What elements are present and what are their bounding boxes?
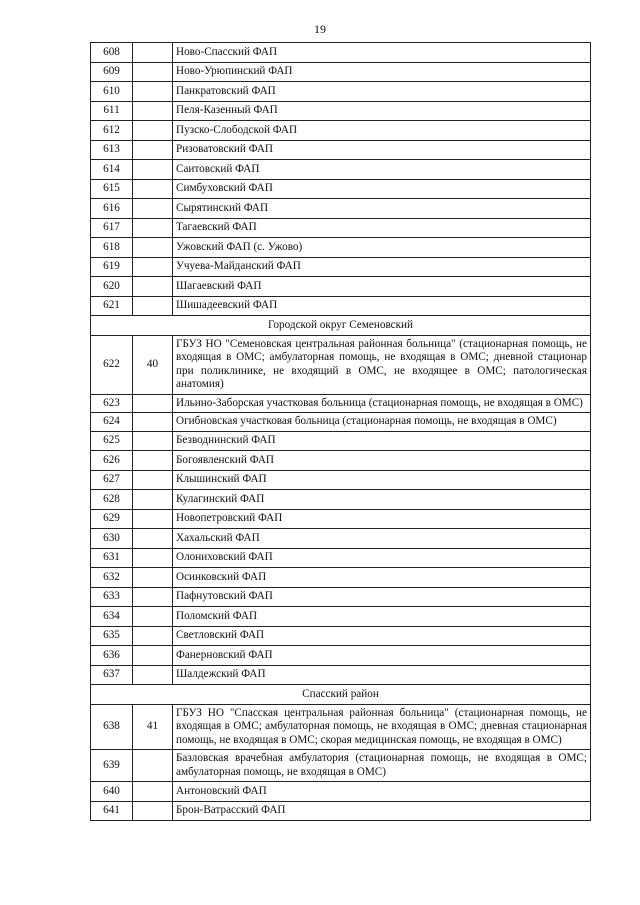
table-row [91,218,591,238]
row-number-cell: 641 [91,801,133,821]
facility-name-cell: Ново-Спасский ФАП [173,43,591,63]
institution-code-cell [133,626,173,646]
table-row [91,509,591,529]
facility-name-cell: Олониховский ФАП [173,548,591,568]
row-number-cell: 627 [91,470,133,490]
table-row [91,160,591,180]
row-number-cell: 610 [91,82,133,102]
institution-code-cell [133,82,173,102]
facility-name-cell: Поломский ФАП [173,607,591,627]
facility-name-cell: Сырятинский ФАП [173,199,591,219]
facility-name-cell: Кулагинский ФАП [173,490,591,510]
row-number-cell: 608 [91,43,133,63]
facility-name-cell: Пузско-Слободской ФАП [173,121,591,141]
facility-name-cell: Тагаевский ФАП [173,218,591,238]
facility-name-cell: Безводнинский ФАП [173,431,591,451]
institution-code-cell [133,529,173,549]
facility-name-cell: Саитовский ФАП [173,160,591,180]
table-row [91,782,591,802]
row-number-cell: 612 [91,121,133,141]
table-row [91,529,591,549]
facility-name-cell: Огибновская участковая больница (стационарная помощь, не входящая в ОМС) [173,413,591,432]
institution-code-cell [133,257,173,277]
facility-name-cell: Брон-Ватрасский ФАП [173,801,591,821]
facility-name-cell: Фанерновский ФАП [173,646,591,666]
table-row [91,587,591,607]
institution-code-cell [133,509,173,529]
facility-name-cell: ГБУЗ НО "Спасская центральная районная больница" (стационарная помощь, не входящая в ОМС; амбулаторная помощь, не входящая в ОМС; дневная стационарная помощь, не входящая в ОМС; скорая медицинская помощь, не входящая в ОМС) [173,704,591,750]
institution-code-cell [133,43,173,63]
table-row [91,257,591,277]
table-row [91,626,591,646]
facility-name-cell: Симбуховский ФАП [173,179,591,199]
table-row [91,179,591,199]
facility-name-cell: Ново-Урюпинский ФАП [173,62,591,82]
table-row [91,394,591,413]
section-title: Спасский район [91,685,591,705]
institution-code-cell [133,218,173,238]
facility-name-cell: Светловский ФАП [173,626,591,646]
row-number-cell: 631 [91,548,133,568]
table-row [91,646,591,666]
facility-name-cell: Панкратовский ФАП [173,82,591,102]
table-row [91,121,591,141]
facility-name-cell: Антоновский ФАП [173,782,591,802]
row-number-cell: 633 [91,587,133,607]
row-number-cell: 609 [91,62,133,82]
row-number-cell: 622 [91,335,133,394]
facility-name-cell: Пеля-Казенный ФАП [173,101,591,121]
row-number-cell: 619 [91,257,133,277]
table-row [91,490,591,510]
facility-name-cell: Клышинский ФАП [173,470,591,490]
institution-code-cell [133,101,173,121]
table-row [91,277,591,297]
row-number-cell: 638 [91,704,133,750]
institution-code-cell [133,160,173,180]
institution-code-cell [133,548,173,568]
table-row [91,82,591,102]
table-row [91,335,591,394]
table-row [91,470,591,490]
institution-code-cell [133,782,173,802]
table-row [91,101,591,121]
table-row [91,413,591,432]
facility-name-cell: Осинковский ФАП [173,568,591,588]
row-number-cell: 635 [91,626,133,646]
row-number-cell: 620 [91,277,133,297]
table-row [91,43,591,63]
facility-name-cell: Ильино-Заборская участковая больница (стационарная помощь, не входящая в ОМС) [173,394,591,413]
section-header-row [91,685,591,705]
institution-code-cell [133,62,173,82]
facility-name-cell: Пафнутовский ФАП [173,587,591,607]
institution-code-cell [133,568,173,588]
institution-code-cell: 41 [133,704,173,750]
facility-name-cell: Новопетровский ФАП [173,509,591,529]
row-number-cell: 628 [91,490,133,510]
table-row [91,750,591,782]
institution-code-cell [133,470,173,490]
row-number-cell: 624 [91,413,133,432]
facilities-table [90,42,591,821]
row-number-cell: 617 [91,218,133,238]
table-row [91,296,591,316]
row-number-cell: 613 [91,140,133,160]
table-row [91,140,591,160]
facility-name-cell: Ризоватовский ФАП [173,140,591,160]
row-number-cell: 611 [91,101,133,121]
facility-name-cell: Хахальский ФАП [173,529,591,549]
row-number-cell: 630 [91,529,133,549]
row-number-cell: 632 [91,568,133,588]
institution-code-cell [133,238,173,258]
table-row [91,431,591,451]
institution-code-cell [133,431,173,451]
institution-code-cell [133,665,173,685]
row-number-cell: 625 [91,431,133,451]
section-header-row [91,316,591,336]
row-number-cell: 626 [91,451,133,471]
row-number-cell: 614 [91,160,133,180]
facility-name-cell: Базловская врачебная амбулатория (стационарная помощь, не входящая в ОМС; амбулаторная помощь, не входящая в ОМС) [173,750,591,782]
row-number-cell: 640 [91,782,133,802]
row-number-cell: 639 [91,750,133,782]
facility-name-cell: ГБУЗ НО "Семеновская центральная районная больница" (стационарная помощь, не входящая в ОМС; амбулаторная помощь, не входящая в ОМС; дневной стационар при поликлинике, не входящий в ОМС, не входящее в ОМС; патологическая анатомия) [173,335,591,394]
facility-name-cell: Шагаевский ФАП [173,277,591,297]
row-number-cell: 616 [91,199,133,219]
table-row [91,801,591,821]
institution-code-cell [133,801,173,821]
institution-code-cell [133,121,173,141]
row-number-cell: 621 [91,296,133,316]
facility-name-cell: Ужовский ФАП (с. Ужово) [173,238,591,258]
row-number-cell: 618 [91,238,133,258]
row-number-cell: 615 [91,179,133,199]
institution-code-cell [133,199,173,219]
institution-code-cell [133,750,173,782]
institution-code-cell [133,451,173,471]
institution-code-cell [133,607,173,627]
table-row [91,62,591,82]
institution-code-cell [133,296,173,316]
page-number: 19 [314,22,326,36]
institution-code-cell [133,490,173,510]
institution-code-cell [133,587,173,607]
table-row [91,199,591,219]
institution-code-cell [133,646,173,666]
facility-name-cell: Богоявленский ФАП [173,451,591,471]
facilities-table-body [91,43,591,821]
row-number-cell: 636 [91,646,133,666]
institution-code-cell [133,394,173,413]
table-row [91,607,591,627]
table-row [91,568,591,588]
institution-code-cell [133,277,173,297]
institution-code-cell: 40 [133,335,173,394]
row-number-cell: 629 [91,509,133,529]
section-title: Городской округ Семеновский [91,316,591,336]
institution-code-cell [133,179,173,199]
institution-code-cell [133,140,173,160]
row-number-cell: 623 [91,394,133,413]
table-row [91,451,591,471]
table-row [91,704,591,750]
table-row [91,548,591,568]
table-row [91,238,591,258]
facility-name-cell: Шалдежский ФАП [173,665,591,685]
row-number-cell: 637 [91,665,133,685]
facility-name-cell: Шишадеевский ФАП [173,296,591,316]
institution-code-cell [133,413,173,432]
table-row [91,665,591,685]
facility-name-cell: Учуева-Майданский ФАП [173,257,591,277]
row-number-cell: 634 [91,607,133,627]
